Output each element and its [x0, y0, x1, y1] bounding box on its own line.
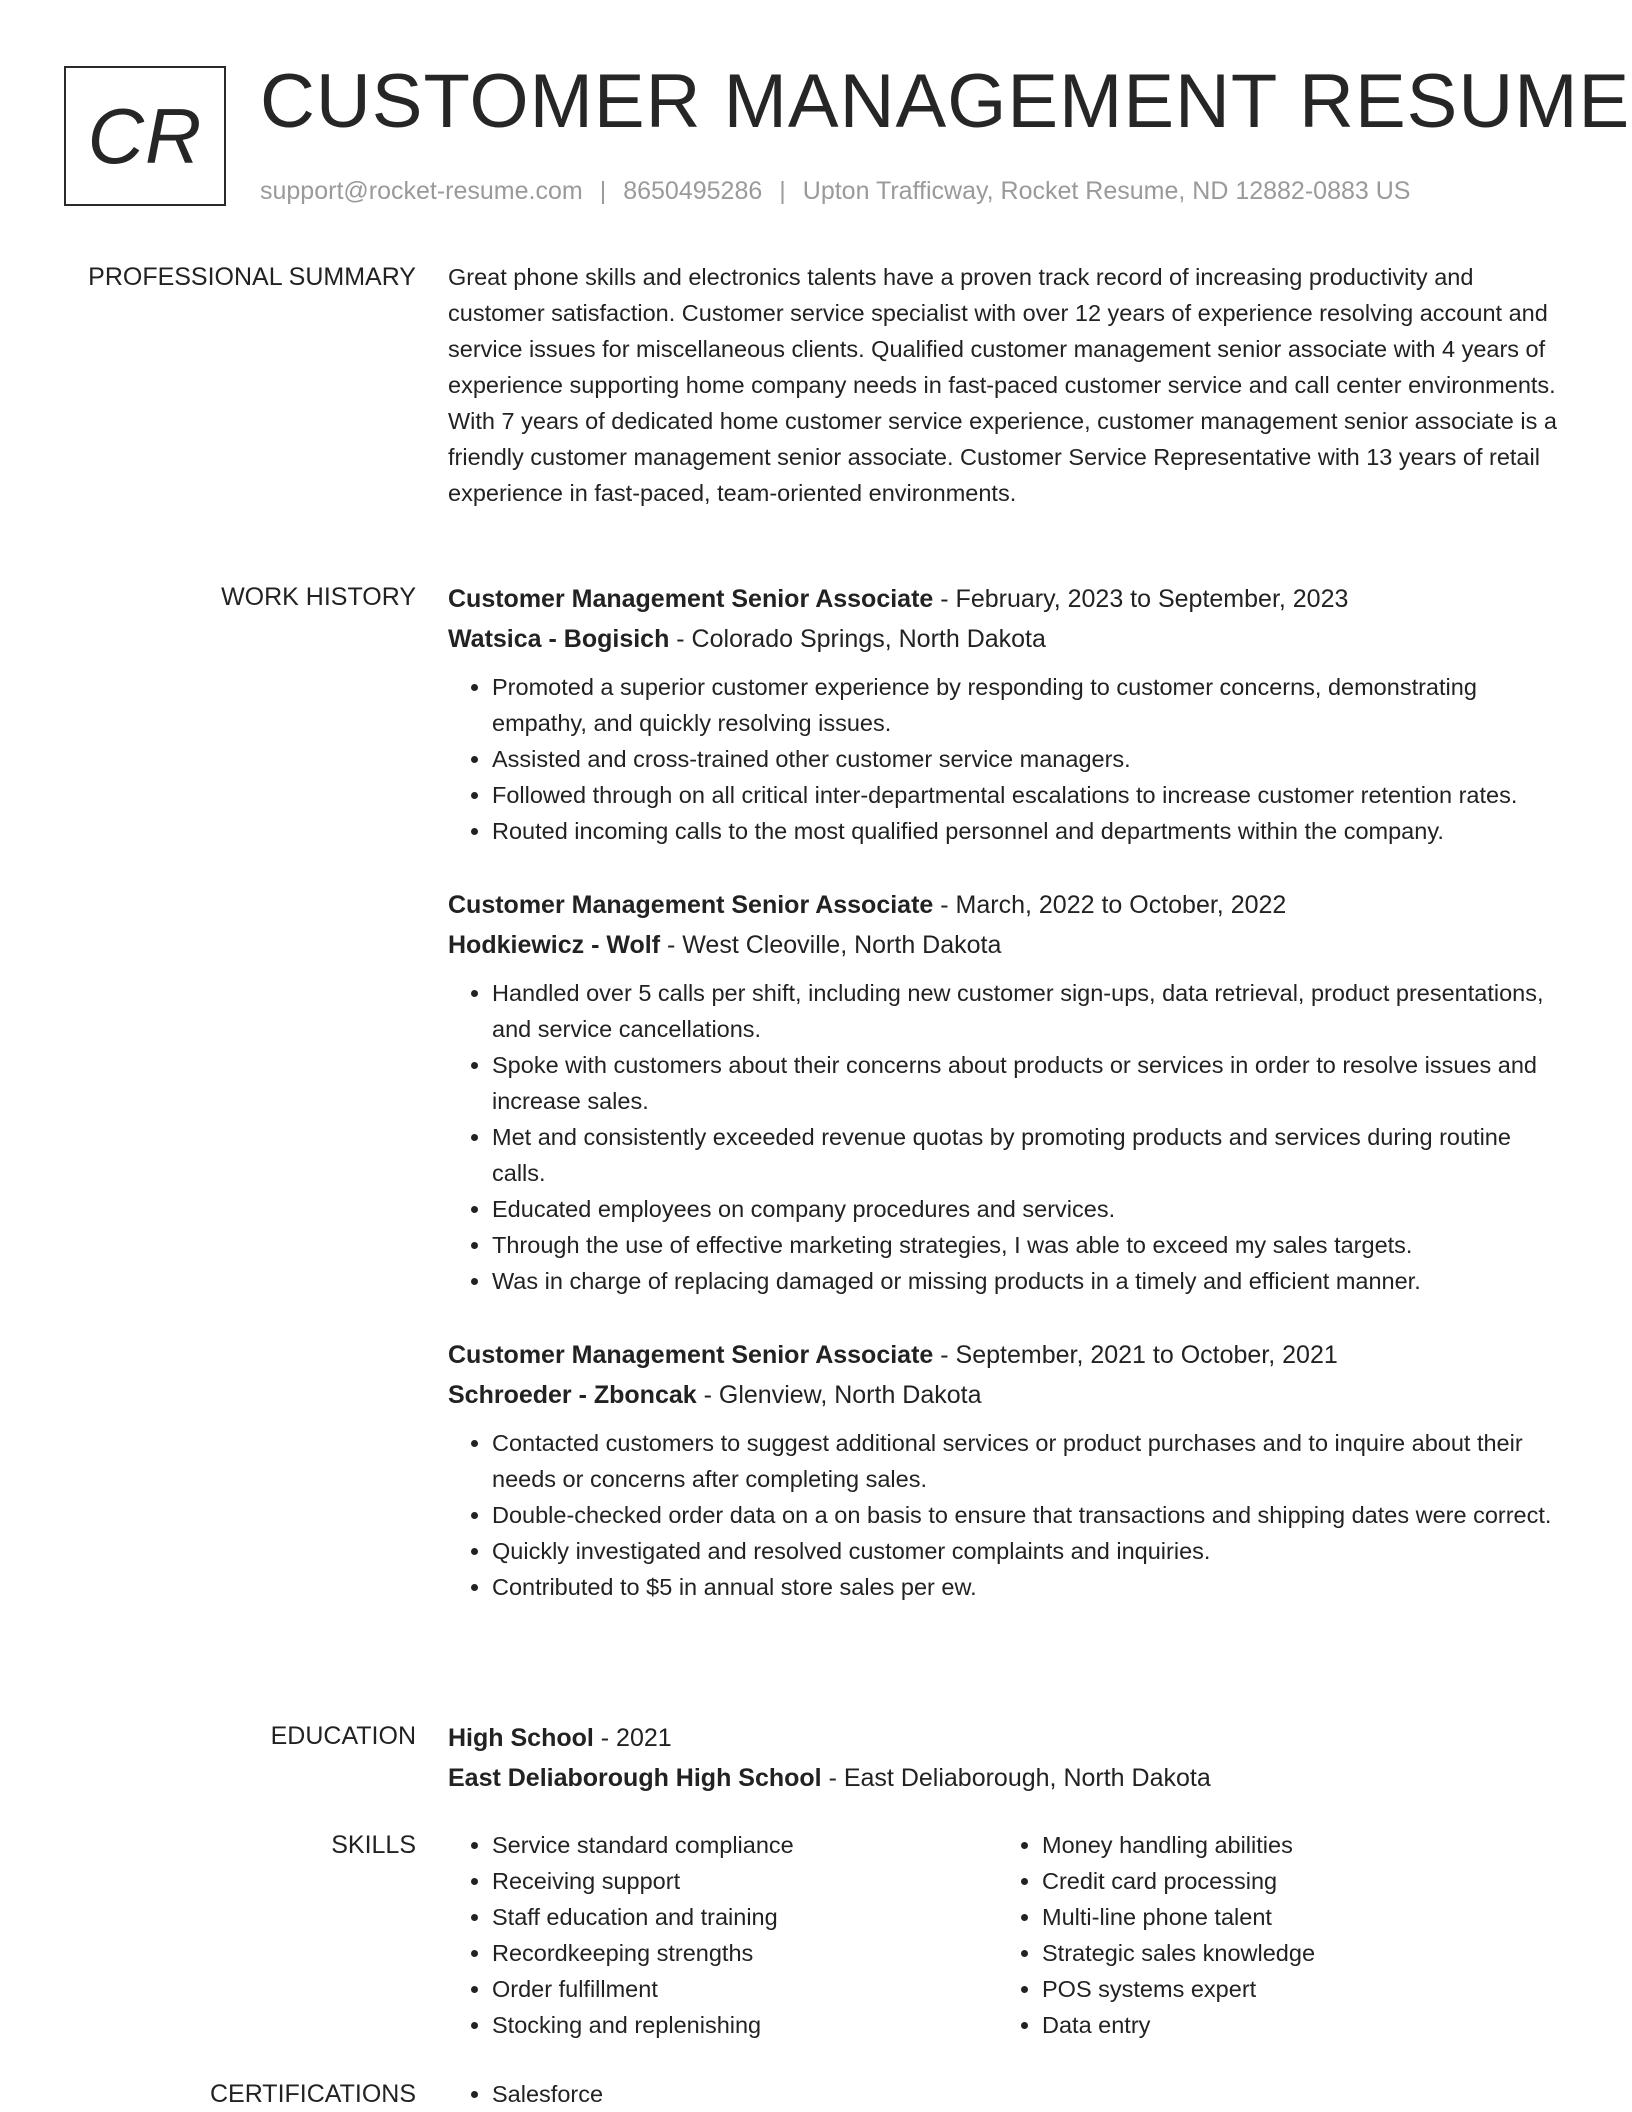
education-location: - East Deliaborough, North Dakota — [821, 1764, 1211, 1792]
job-bullet: • Spoke with customers about their concerns about products or services in order to resolve issues and increase sales. — [492, 1047, 1560, 1119]
job-dates: - March, 2022 to October, 2022 — [933, 891, 1287, 919]
job-title-line — [448, 885, 1560, 925]
job-entry — [448, 579, 1560, 849]
job-bullet: • Promoted a superior customer experience by responding to customer concerns, demonstrating empathy, and quickly resolving issues. — [492, 669, 1560, 741]
job-title-line — [448, 579, 1560, 619]
education-degree-line — [448, 1718, 1560, 1758]
job-bullet: • Contributed to $5 in annual store sales per ew. — [492, 1569, 1560, 1605]
job-dates: - February, 2023 to September, 2023 — [933, 585, 1349, 613]
job-dates: - September, 2021 to October, 2021 — [933, 1341, 1338, 1369]
contact-line — [260, 174, 1410, 208]
job-bullet: • Through the use of effective marketing strategies, I was able to exceed my sales targets. — [492, 1227, 1560, 1263]
contact-phone: 8650495286 — [623, 177, 763, 205]
skill-item: • POS systems expert — [1042, 1971, 1548, 2007]
skill-item: • Strategic sales knowledge — [1042, 1935, 1548, 1971]
job-bullet: • Double-checked order data on a on basis to ensure that transactions and shipping dates were correct. — [492, 1497, 1560, 1533]
skill-item: • Order fulfillment — [492, 1971, 998, 2007]
certifications-body — [448, 2076, 1560, 2112]
skill-item: • Recordkeeping strengths — [492, 1935, 998, 1971]
skill-item: • Service standard compliance — [492, 1827, 998, 1863]
skill-item: • Data entry — [1042, 2007, 1548, 2043]
job-title: Customer Management Senior Associate — [448, 1341, 934, 1369]
job-entry — [448, 1335, 1560, 1605]
skill-item: • Staff education and training — [492, 1899, 998, 1935]
contact-address: Upton Trafficway, Rocket Resume, ND 12882-0883 US — [802, 177, 1411, 205]
job-bullets — [448, 975, 1560, 1299]
skill-item: • Money handling abilities — [1042, 1827, 1548, 1863]
job-location: - Glenview, North Dakota — [696, 1381, 982, 1409]
contact-separator: | — [599, 177, 607, 205]
job-bullet: • Assisted and cross-trained other customer service managers. — [492, 741, 1560, 777]
education-year: - 2021 — [593, 1724, 672, 1752]
skills-body — [448, 1827, 1560, 2043]
job-title-line — [448, 1335, 1560, 1375]
job-company: Watsica - Bogisich — [448, 625, 670, 653]
summary-body — [448, 259, 1560, 511]
job-bullet: • Handled over 5 calls per shift, including new customer sign-ups, data retrieval, product presentations, and service cancellations. — [492, 975, 1560, 1047]
job-bullet: • Followed through on all critical inter-departmental escalations to increase customer retention rates. — [492, 777, 1560, 813]
job-bullet: • Routed incoming calls to the most qualified personnel and departments within the company. — [492, 813, 1560, 849]
job-bullet: • Contacted customers to suggest additional services or product purchases and to inquire about their needs or concerns after completing sales. — [492, 1425, 1560, 1497]
skill-item: • Credit card processing — [1042, 1863, 1548, 1899]
job-bullet: • Quickly investigated and resolved customer complaints and inquiries. — [492, 1533, 1560, 1569]
skills-list-right — [998, 1827, 1548, 2043]
job-bullets — [448, 669, 1560, 849]
certifications-list — [448, 2076, 1560, 2112]
section-label-certifications: CERTIFICATIONS — [209, 2080, 416, 2108]
summary-text: Great phone skills and electronics talents have a proven track record of increasing productivity and customer satisfaction. Customer service specialist with over 12 years of experience resolving account and service issues for miscellaneous clients. Qualified customer management senior associate with 4 years of experience supporting home company needs in fast-paced customer service and call center environments. With 7 years of dedicated home customer service experience, customer management senior associate is a friendly customer management senior associate. Customer Service Representative with 13 years of retail experience in fast-paced, team-oriented environments. — [448, 264, 1557, 506]
job-entry — [448, 885, 1560, 1299]
section-label-work-history: WORK HISTORY — [221, 583, 416, 611]
section-label-summary: PROFESSIONAL SUMMARY — [88, 263, 416, 291]
education-school: East Deliaborough High School — [448, 1764, 822, 1792]
job-title: Customer Management Senior Associate — [448, 891, 934, 919]
job-bullet: • Met and consistently exceeded revenue quotas by promoting products and services during routine calls. — [492, 1119, 1560, 1191]
education-school-line — [448, 1758, 1560, 1798]
job-bullet: • Was in charge of replacing damaged or missing products in a timely and efficient manner. — [492, 1263, 1560, 1299]
job-company-line — [448, 1375, 1560, 1415]
job-company-line — [448, 619, 1560, 659]
section-label-skills: SKILLS — [331, 1831, 416, 1859]
skills-grid — [448, 1827, 1560, 2043]
contact-email: support@rocket-resume.com — [260, 177, 583, 205]
job-bullets — [448, 1425, 1560, 1605]
skill-item: • Receiving support — [492, 1863, 998, 1899]
work-history-body — [448, 579, 1560, 1641]
certification-item: • Salesforce — [492, 2076, 1560, 2112]
job-location: - West Cleoville, North Dakota — [660, 931, 1002, 959]
skills-list-left — [448, 1827, 998, 2043]
job-company: Hodkiewicz - Wolf — [448, 931, 661, 959]
job-location: - Colorado Springs, North Dakota — [669, 625, 1046, 653]
monogram-logo: CR — [64, 66, 226, 206]
job-bullet: • Educated employees on company procedures and services. — [492, 1191, 1560, 1227]
job-title: Customer Management Senior Associate — [448, 585, 934, 613]
contact-separator: | — [779, 177, 786, 205]
skill-item: • Stocking and replenishing — [492, 2007, 998, 2043]
job-company: Schroeder - Zboncak — [448, 1381, 697, 1409]
education-body — [448, 1718, 1560, 1798]
skill-item: • Multi-line phone talent — [1042, 1899, 1548, 1935]
section-label-education: EDUCATION — [270, 1722, 416, 1750]
resume-title: CUSTOMER MANAGEMENT RESUME — [260, 59, 1631, 144]
education-degree: High School — [448, 1724, 594, 1752]
job-company-line — [448, 925, 1560, 965]
